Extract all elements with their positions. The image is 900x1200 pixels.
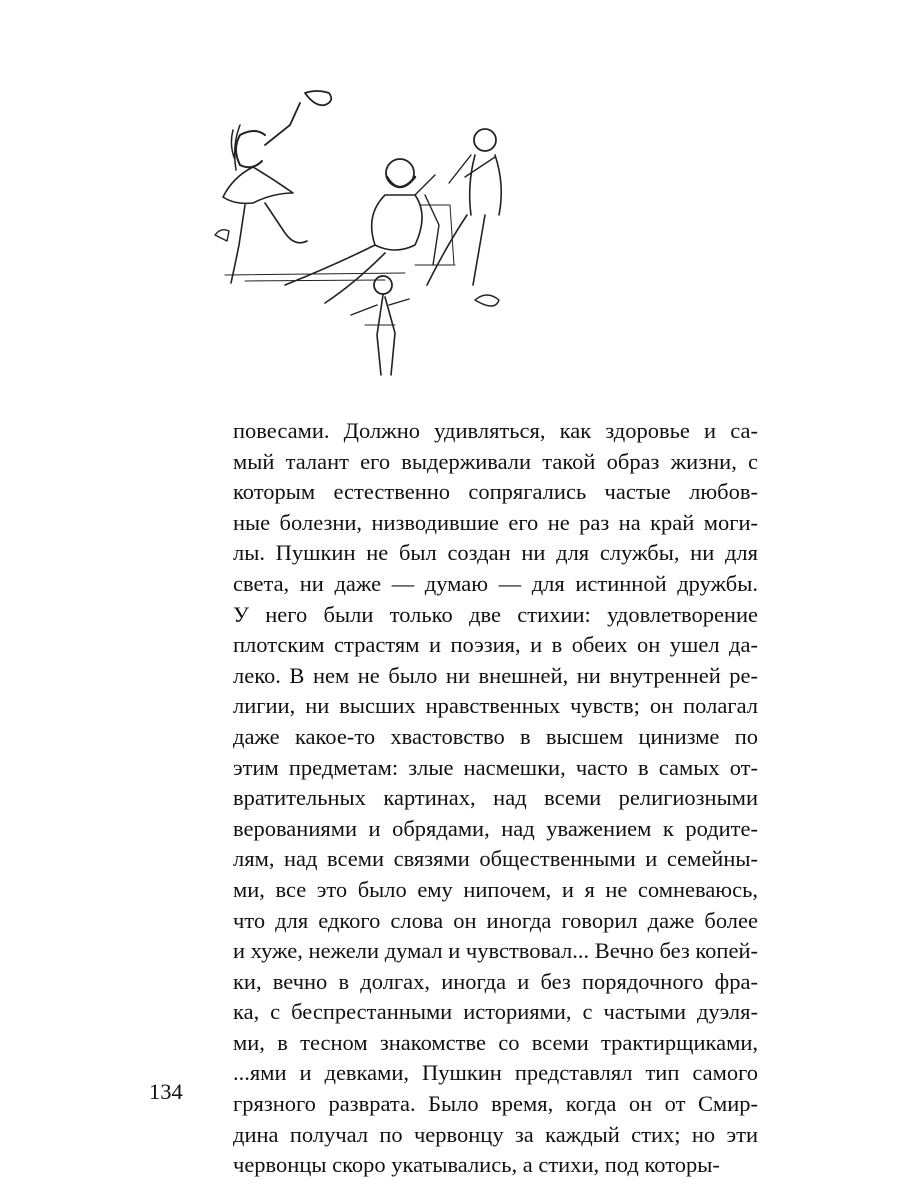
body-text [233, 416, 758, 1181]
text-line: плотским страстям и поэзия, и в обеих он ушел да- [233, 632, 758, 658]
text-line: этим предметам: злые насмешки, часто в самых от- [233, 754, 758, 780]
text-line: вратительных картинах, над всеми религиозными [233, 785, 758, 811]
text-line: повесами. Должно удивляться, как здоровье и са- [233, 418, 758, 443]
text-line: ные болезни, низводившие его не раз на край моги- [233, 509, 758, 535]
text-line: и хуже, нежели думал и чувствовал... Вечно без копей- [233, 938, 758, 964]
text-line: ...ями и девками, Пушкин представлял тип самого [233, 1060, 758, 1086]
text-line: грязного разврата. Было время, когда он от Смир- [233, 1091, 758, 1117]
text-line: лы. Пушкин не был создан ни для службы, ни для [233, 540, 758, 566]
text-line: которым естественно сопрягались частые любов- [233, 479, 758, 505]
text-line: У него были только две стихии: удовлетворение [233, 601, 758, 627]
text-line: верованиями и обрядами, над уважением к родите- [233, 815, 758, 841]
text-line: ка, с беспрестанными историями, с частыми дуэля- [233, 999, 758, 1025]
text-line: лигии, ни высших нравственных чувств; он полагал [233, 693, 758, 719]
text-line: что для едкого слова он иногда говорил даже более [233, 907, 758, 933]
text-line: ми, все это было ему нипочем, и я не сомневаюсь, [233, 876, 758, 902]
text-line: червонцы скоро укатывались, а стихи, под которы- [233, 1152, 720, 1178]
text-line: даже какое-то хвастовство в высшем цинизме по [233, 723, 758, 749]
text-line: леко. В нем не было ни внешней, ни внутренней ре- [233, 662, 758, 688]
text-line: дина получал по червонцу за каждый стих; но эти [233, 1121, 758, 1147]
tavern-revelry-sketch-icon [205, 85, 535, 385]
text-line: света, ни даже — думаю — для истинной дружбы. [233, 570, 758, 596]
page-number: 134 [149, 1079, 183, 1104]
text-line: мый талант его выдерживали такой образ жизни, с [233, 448, 758, 474]
text-line: ки, вечно в долгах, иногда и без порядочного фра- [233, 968, 758, 994]
text-line: лям, над всеми связями общественными и семейны- [233, 846, 758, 872]
text-line: ми, в тесном знакомстве со всеми трактирщиками, [233, 1029, 758, 1055]
